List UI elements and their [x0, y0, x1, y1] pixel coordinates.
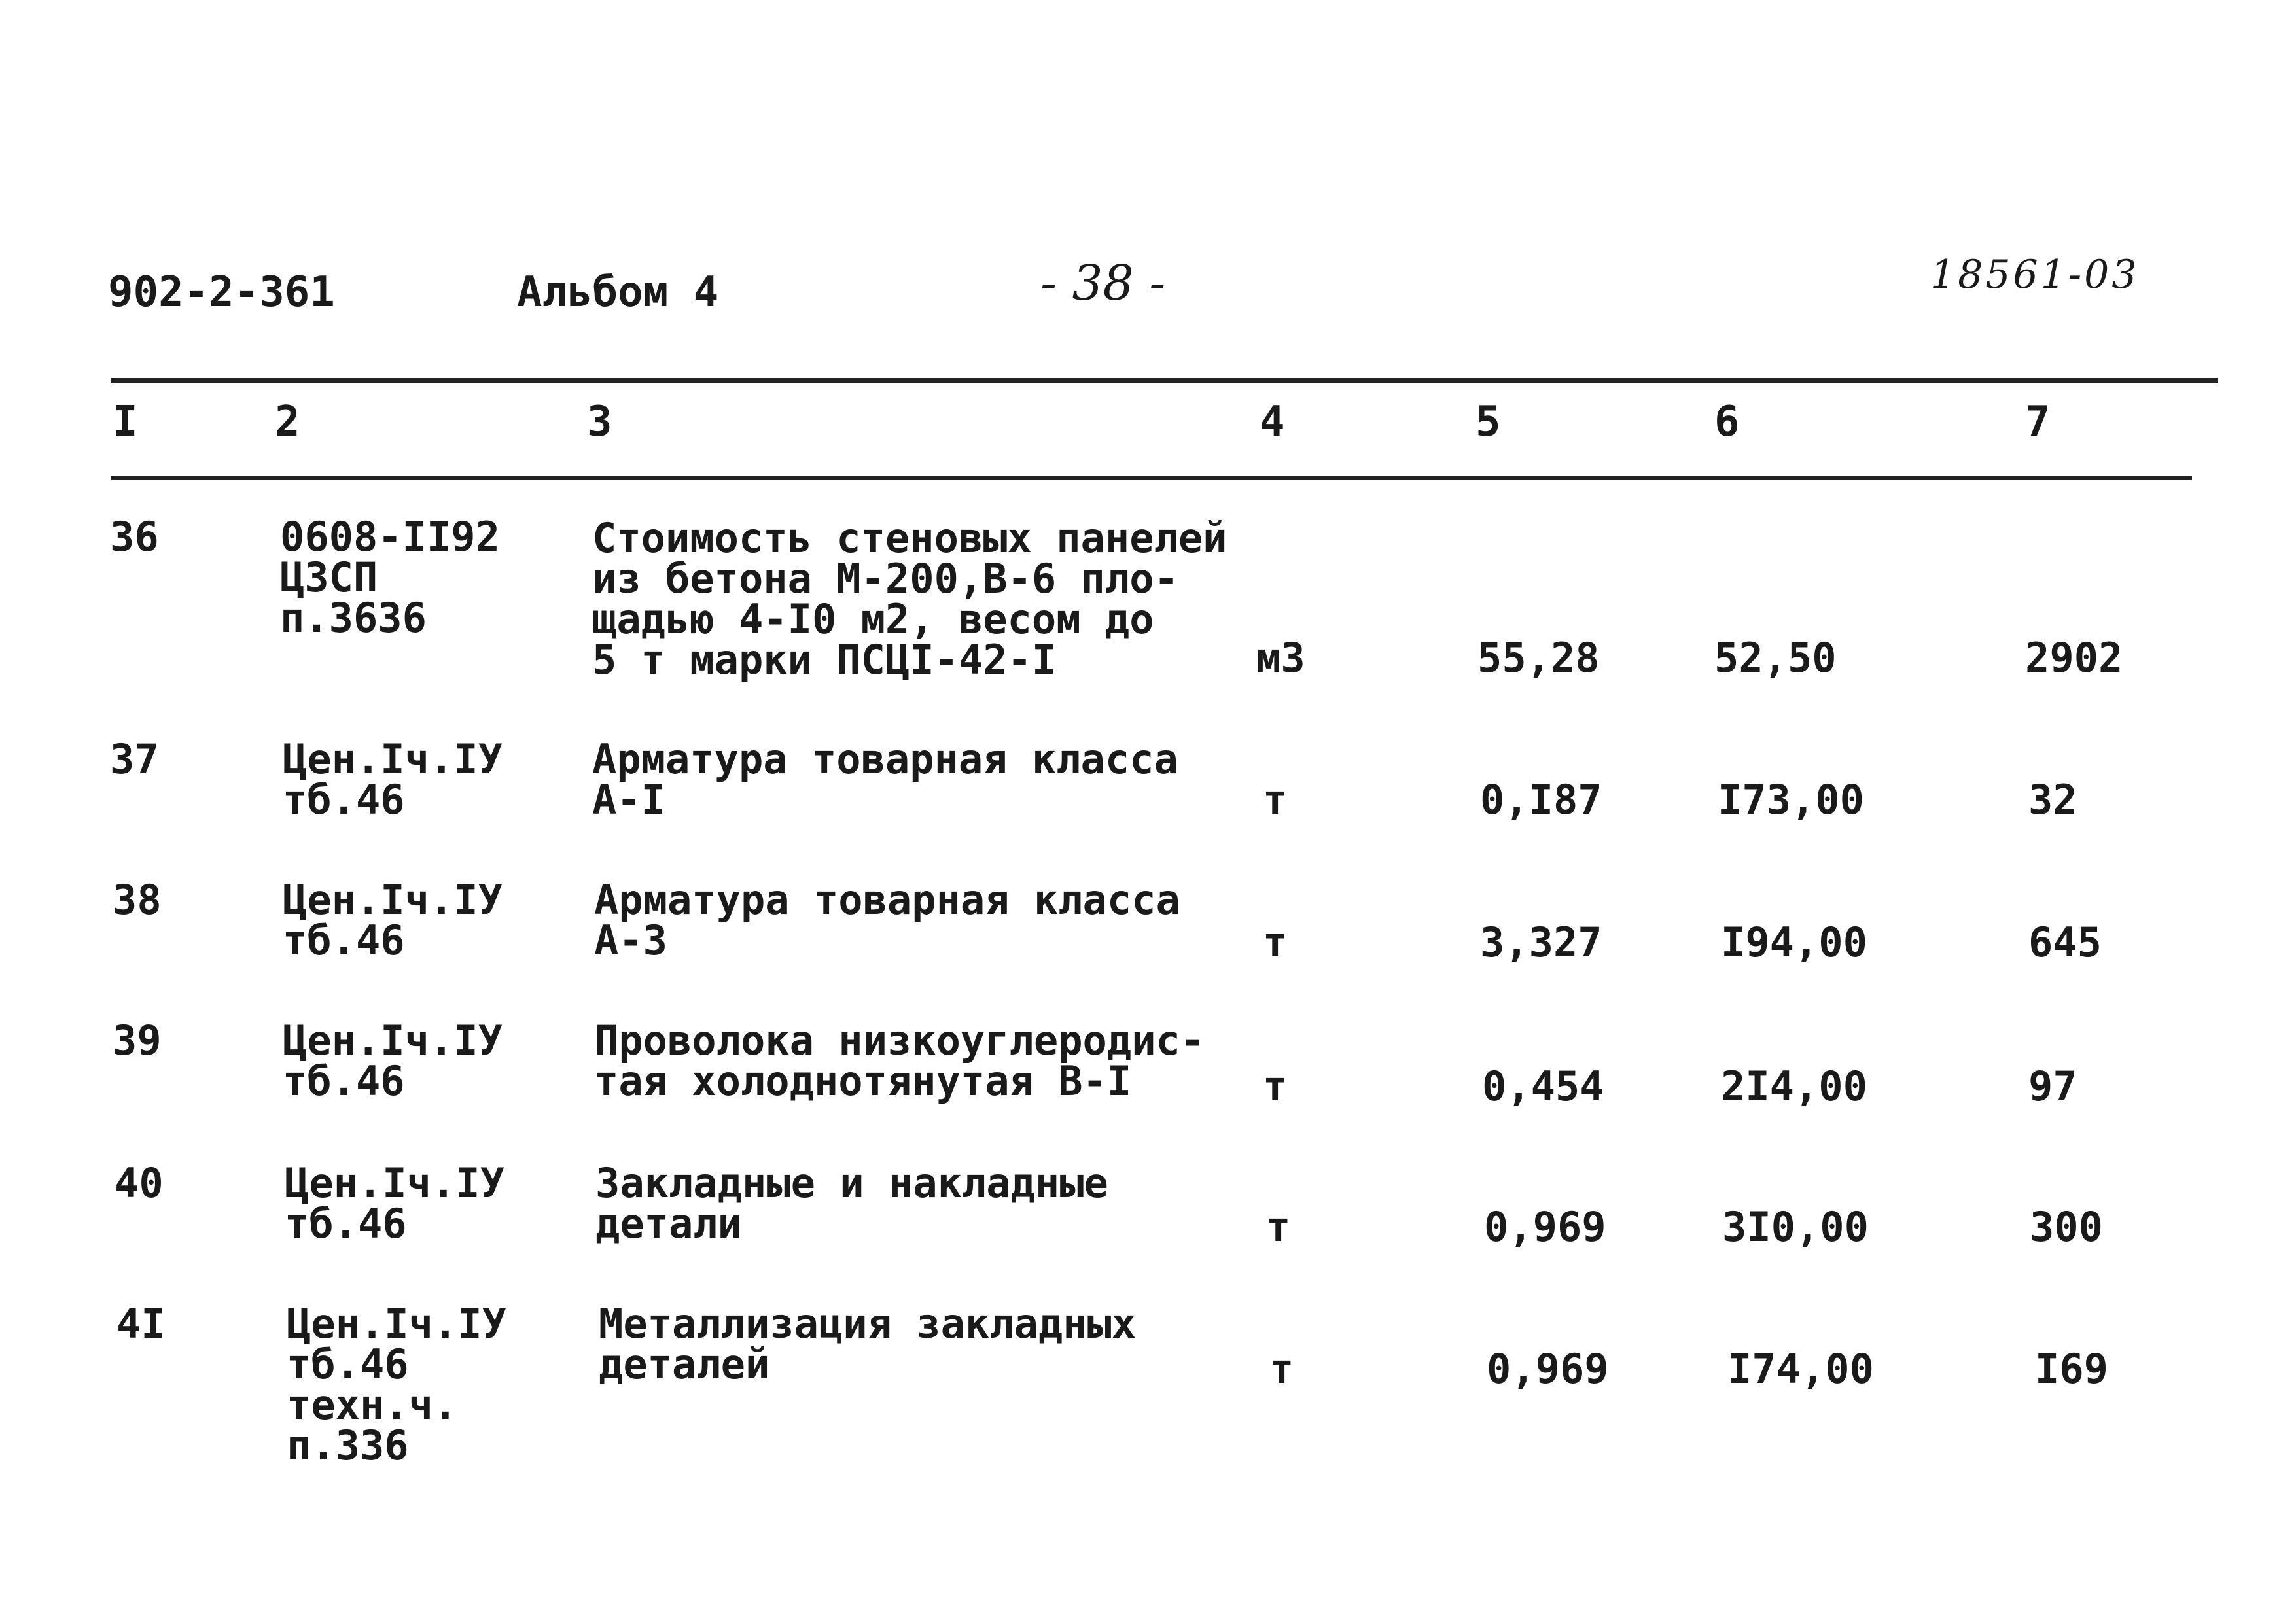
- row-number: 38: [113, 876, 162, 924]
- unit-price: I74,00: [1727, 1345, 1874, 1393]
- quantity: 0,I87: [1480, 776, 1602, 824]
- column-number: 6: [1714, 398, 1740, 446]
- price-reference: 0608-II92 ЦЗСП п.3636: [280, 513, 500, 642]
- total-cost: 300: [2030, 1203, 2103, 1251]
- row-number: 4I: [116, 1300, 166, 1348]
- unit-price: I94,00: [1721, 918, 1867, 966]
- price-reference: Цен.Iч.IУ тб.46: [283, 735, 503, 824]
- unit-price: I73,00: [1718, 776, 1864, 824]
- unit: м3: [1256, 634, 1305, 682]
- item-description: Металлизация закладных деталей: [599, 1300, 1137, 1388]
- document-code: 902-2-361: [108, 268, 335, 317]
- page-number: - 38 -: [1040, 255, 1166, 311]
- unit: т: [1263, 776, 1288, 824]
- row-number: 39: [113, 1017, 162, 1064]
- table-top-rule: [111, 378, 2218, 383]
- unit: т: [1269, 1345, 1294, 1393]
- total-cost: 32: [2028, 776, 2077, 824]
- column-number: 4: [1260, 398, 1285, 446]
- unit-price: 3I0,00: [1722, 1203, 1869, 1251]
- price-reference: Цен.Iч.IУ тб.46 техн.ч. п.336: [287, 1300, 506, 1469]
- column-number: I: [113, 398, 138, 446]
- row-number: 36: [110, 513, 159, 561]
- total-cost: 97: [2028, 1062, 2077, 1110]
- price-reference: Цен.Iч.IУ тб.46: [285, 1159, 504, 1248]
- price-reference: Цен.Iч.IУ тб.46: [283, 1017, 503, 1105]
- item-description: Проволока низкоуглеродис- тая холоднотянутая В-I: [594, 1017, 1205, 1105]
- unit-price: 52,50: [1714, 634, 1837, 682]
- item-description: Стоимость стеновых панелей из бетона М-200,В-6 пло- щадью 4-I0 м2, весом до 5 т марки ПСЦI-42-I: [592, 514, 1227, 684]
- item-description: Арматура товарная класса А-I: [592, 735, 1178, 824]
- column-number: 3: [587, 398, 612, 446]
- unit-price: 2I4,00: [1721, 1062, 1867, 1110]
- quantity: 0,969: [1484, 1203, 1606, 1251]
- quantity: 0,454: [1482, 1062, 1604, 1110]
- column-number: 5: [1475, 398, 1501, 446]
- total-cost: I69: [2035, 1345, 2108, 1393]
- unit: т: [1263, 918, 1288, 966]
- album-label: Альбом 4: [517, 268, 719, 317]
- header-bottom-rule: [111, 476, 2192, 480]
- unit: т: [1263, 1062, 1288, 1110]
- column-number: 2: [275, 398, 300, 446]
- document-number: 18561-03: [1930, 252, 2140, 298]
- column-number: 7: [2025, 398, 2051, 446]
- price-reference: Цен.Iч.IУ тб.46: [283, 876, 503, 964]
- row-number: 37: [110, 735, 159, 783]
- row-number: 40: [115, 1159, 164, 1207]
- total-cost: 2902: [2025, 634, 2123, 682]
- quantity: 55,28: [1477, 634, 1600, 682]
- item-description: Закладные и накладные детали: [595, 1159, 1108, 1248]
- total-cost: 645: [2028, 918, 2102, 966]
- quantity: 0,969: [1487, 1345, 1609, 1393]
- unit: т: [1266, 1203, 1291, 1251]
- item-description: Арматура товарная класса А-3: [594, 876, 1180, 964]
- quantity: 3,327: [1480, 918, 1602, 966]
